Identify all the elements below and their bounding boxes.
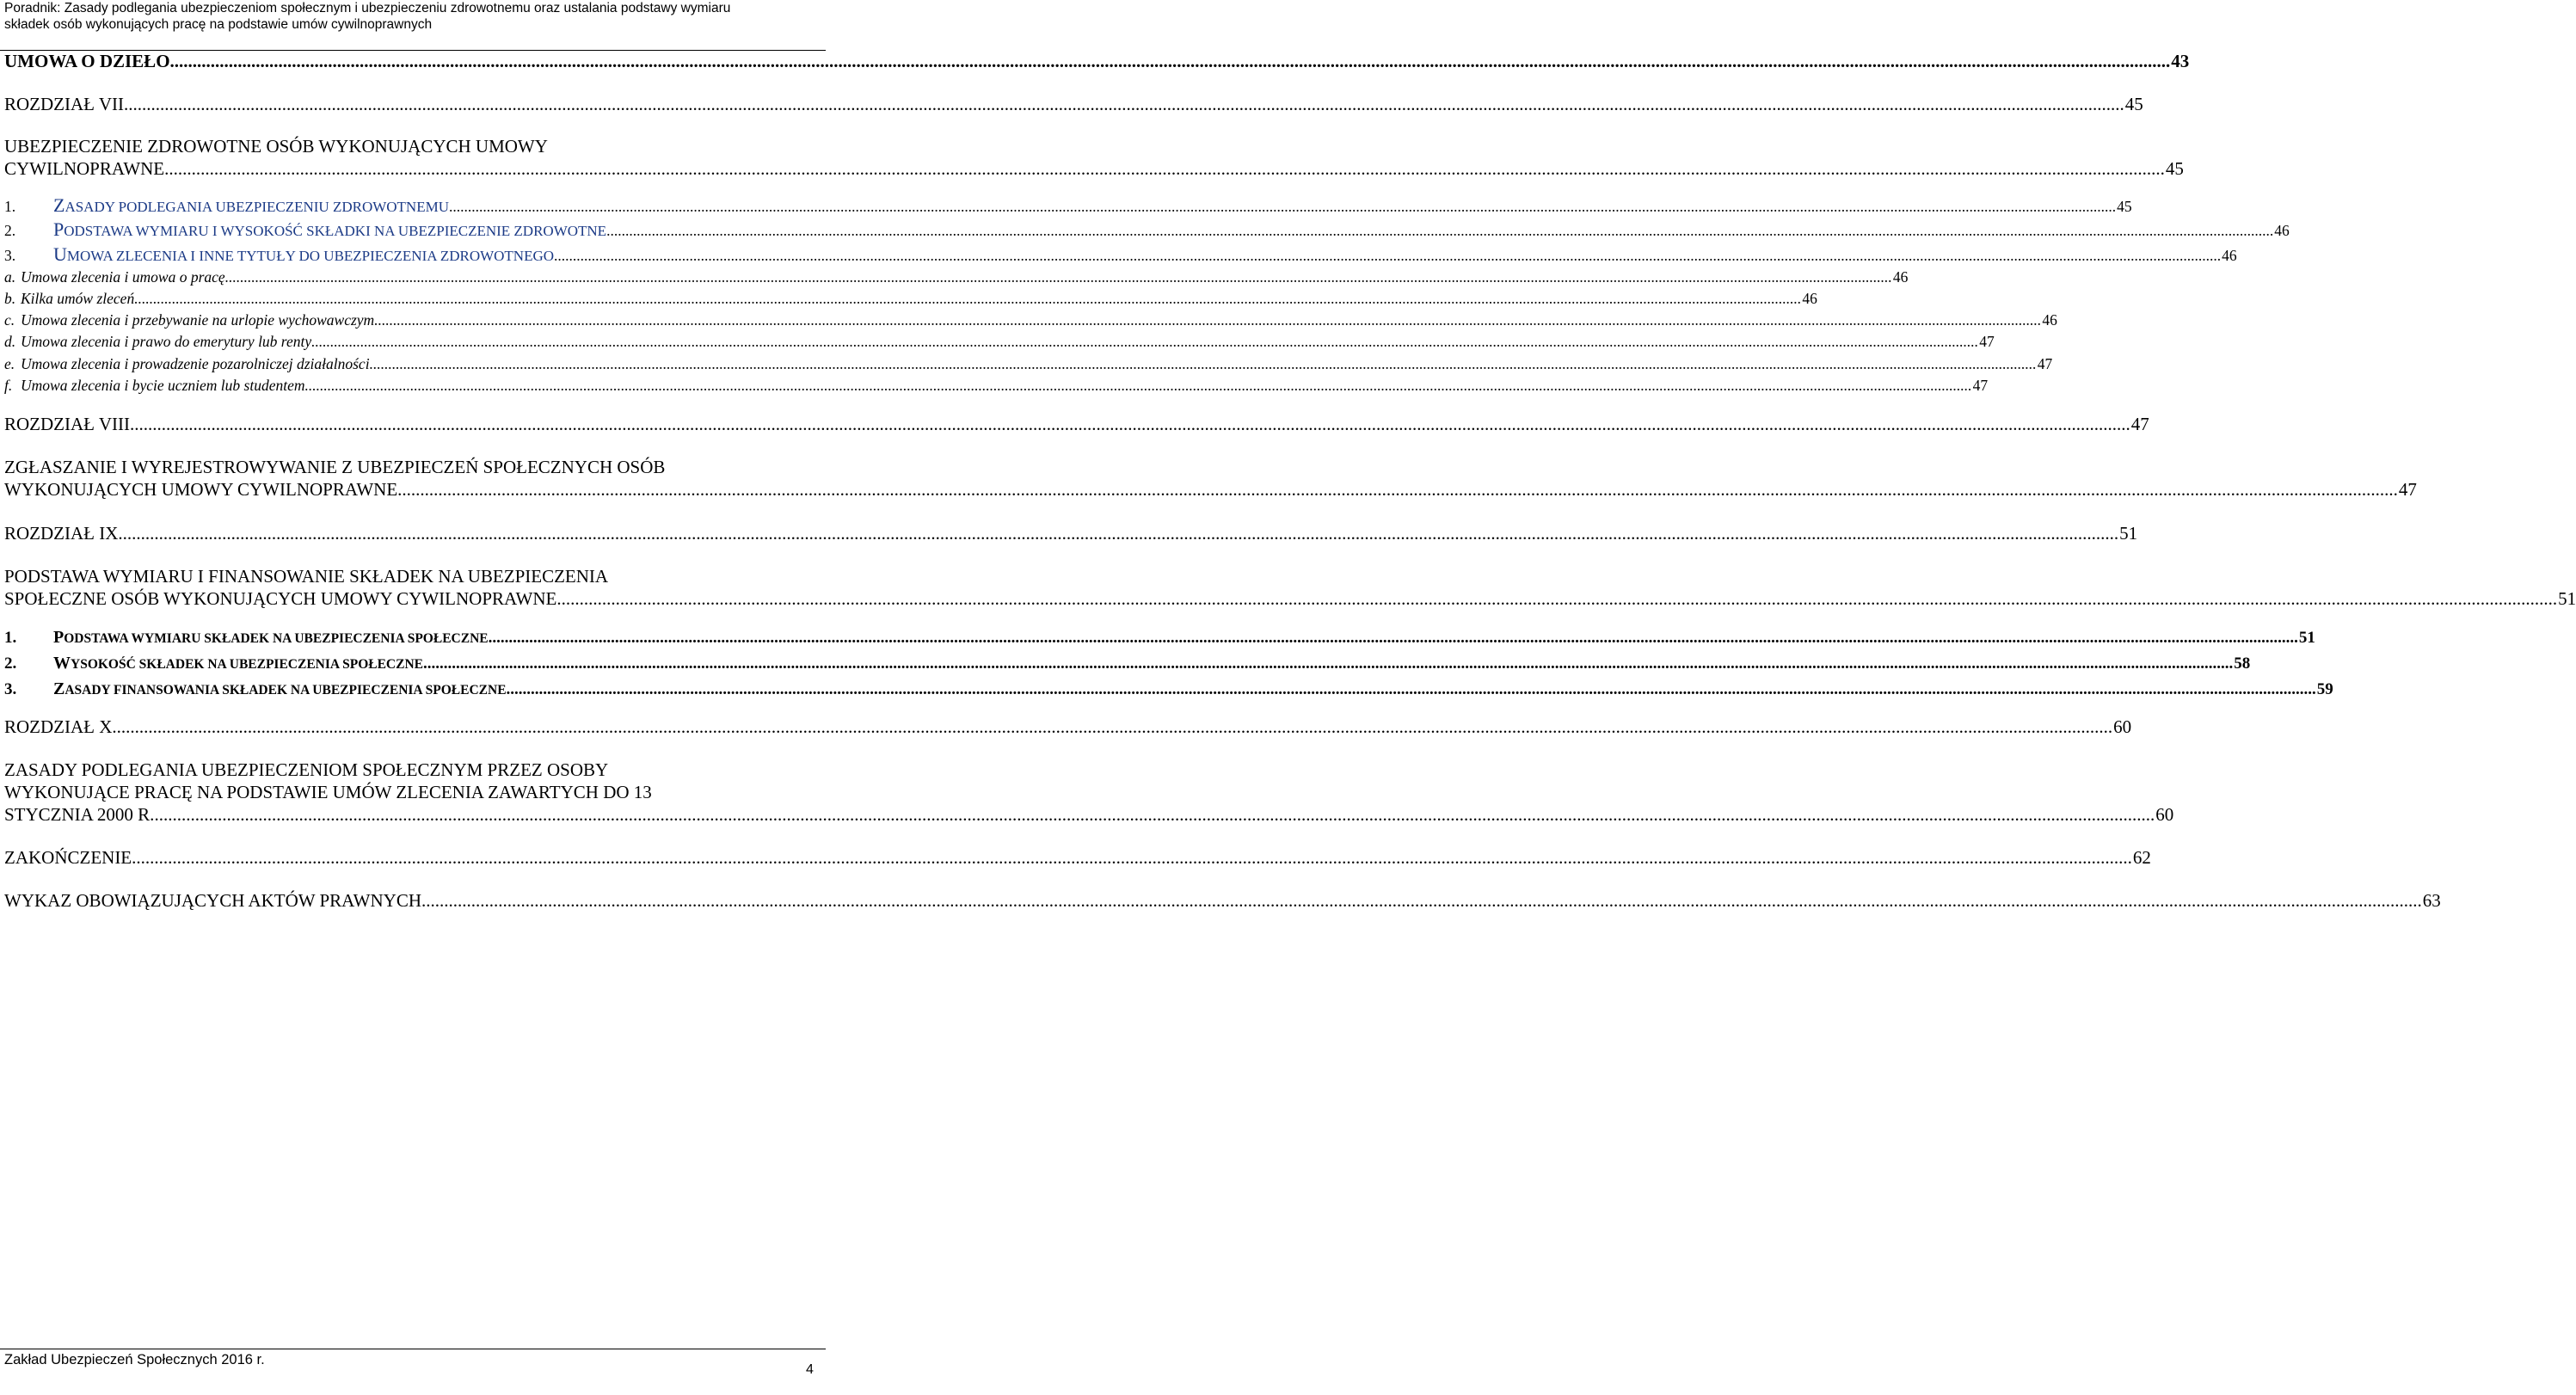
entry-title-line-2: CYWILNOPRAWNE (4, 158, 165, 179)
page-number: 63 (2422, 890, 2441, 911)
page-number: 59 (2316, 680, 2333, 698)
toc-entry-podstawa-section-2[interactable]: 2. WYSOKOŚĆ SKŁADEK NA UBEZPIECZENIA SPOŁECZNE ..... 58 (4, 654, 822, 674)
entry-title-line-1: PODSTAWA WYMIARU I FINANSOWANIE SKŁADEK NA UBEZPIECZENIA (4, 566, 609, 587)
toc-entry-ubezpieczenie-zdrowotne[interactable] (4, 135, 2184, 180)
entry-title-line-2: WYKONUJĄCYCH UMOWY CYWILNOPRAWNE (4, 479, 398, 500)
section-number: 1. (4, 629, 17, 647)
header-line-2: składek osób wykonujących pracę na podstawie umów cywilnoprawnych (4, 17, 433, 32)
toc-entry-zglaszanie[interactable] (4, 456, 2417, 501)
toc-entry-zakonczenie[interactable]: ZAKOŃCZENIE ..... 62 (4, 846, 822, 869)
toc-entry-podstawa-section-3[interactable]: 3. ZASADY FINANSOWANIA SKŁADEK NA UBEZPIECZENIA SPOŁECZNE ..... 59 (4, 679, 822, 700)
toc-entry-rozdzial-ix[interactable]: ROZDZIAŁ IX ..... 51 (4, 522, 822, 544)
page-number: 46 (1802, 290, 1817, 307)
page-number: 47 (2398, 479, 2417, 500)
page-number: 47 (2037, 355, 2053, 372)
page-number: 51 (2558, 588, 2576, 609)
page-number: 47 (1972, 377, 1989, 394)
toc-entry-section-1[interactable]: 1. ZASADY PODLEGANIA UBEZPIECZENIU ZDROWOTNEMU ..... 45 (4, 197, 822, 216)
toc-entry-section-3[interactable]: 3. UMOWA ZLECENIA I INNE TYTUŁY DO UBEZPIECZENIA ZDROWOTNEGO ..... 46 (4, 246, 822, 265)
toc-entry-rozdzial-vii[interactable]: ROZDZIAŁ VII ..... 45 (4, 93, 822, 115)
page-number: 47 (2130, 414, 2149, 434)
header-line-1: Poradnik: Zasady podlegania ubezpieczeniom społecznym i ubezpieczeniu zdrowotnemu oraz ustalania podstawy wymiaru (4, 1, 731, 15)
toc-entry-wykaz-aktow[interactable]: WYKAZ OBOWIĄZUJĄCYCH AKTÓW PRAWNYCH ..... 63 (4, 889, 822, 912)
page-number: 45 (2124, 94, 2143, 114)
entry-title-line-2: SPOŁECZNE OSÓB WYKONUJĄCYCH UMOWY CYWILNOPRAWNE (4, 588, 557, 609)
page-number: 46 (1892, 268, 1909, 286)
running-header (4, 0, 821, 33)
footer-text: Zakład Ubezpieczeń Społecznych 2016 r. (4, 1352, 265, 1367)
toc-entry-rozdzial-x[interactable]: ROZDZIAŁ X ..... 60 (4, 716, 822, 738)
toc-entry-subsection-b[interactable]: b. Kilka umów zleceń ..... 46 (4, 290, 822, 307)
section-number: 2. (4, 654, 17, 673)
toc-entry-zasady-podlegania[interactable] (4, 759, 2174, 826)
toc-entry-section-2[interactable]: 2. PODSTAWA WYMIARU I WYSOKOŚĆ SKŁADKI NA UBEZPIECZENIE ZDROWOTNE ..... 46 (4, 221, 822, 240)
entry-title-line-1: UBEZPIECZENIE ZDROWOTNE OSÓB WYKONUJĄCYCH UMOWY (4, 136, 548, 157)
footer-page-number: 4 (806, 1362, 814, 1377)
page-number: 45 (2165, 158, 2184, 179)
entry-title-line-1: ZASADY PODLEGANIA UBEZPIECZENIOM SPOŁECZNYM PRZEZ OSOBY (4, 759, 609, 780)
page-number: 45 (2117, 198, 2132, 215)
page-number: 51 (2119, 523, 2138, 544)
page-number: 47 (1979, 333, 1995, 350)
page-number: 46 (2042, 311, 2057, 329)
toc-entry-podstawa-section-1[interactable]: 1. PODSTAWA WYMIARU SKŁADEK NA UBEZPIECZENIA SPOŁECZNE ..... 51 (4, 628, 822, 648)
toc-entry-podstawa-wymiaru[interactable] (4, 565, 2576, 610)
page-number: 51 (2298, 629, 2315, 647)
section-number: 3. (4, 247, 16, 264)
page-number: 58 (2234, 654, 2251, 673)
toc-entry-subsection-f[interactable]: f. Umowa zlecenia i bycie uczniem lub studentem ..... 47 (4, 377, 822, 394)
section-number: 1. (4, 198, 16, 215)
page-number: 46 (2222, 247, 2237, 264)
page-number: 62 (2132, 847, 2151, 868)
page-number: 43 (2171, 51, 2190, 71)
toc-entry-rozdzial-viii[interactable]: ROZDZIAŁ VIII ..... 47 (4, 413, 822, 435)
toc-entry-subsection-e[interactable]: e. Umowa zlecenia i prowadzenie pozarolniczej działalności ..... 47 (4, 355, 822, 372)
toc-entry-umowa-o-dzielo[interactable]: UMOWA O DZIEŁO ..... 43 (4, 50, 822, 72)
toc-entry-subsection-c[interactable]: c. Umowa zlecenia i przebywanie na urlopie wychowawczym ..... 46 (4, 311, 822, 329)
page-number: 60 (2113, 716, 2132, 737)
entry-title-line-3: STYCZNIA 2000 R. (4, 804, 155, 825)
entry-title-line-1: ZGŁASZANIE I WYREJESTROWYWANIE Z UBEZPIECZEŃ SPOŁECZNYCH OSÓB (4, 457, 666, 477)
page-number: 60 (2155, 804, 2174, 825)
entry-title-line-2: WYKONUJĄCE PRACĘ NA PODSTAWIE UMÓW ZLECENIA ZAWARTYCH DO 13 (4, 782, 652, 802)
toc-entry-subsection-a[interactable]: a. Umowa zlecenia i umowa o pracę ..... 46 (4, 268, 822, 286)
page-number: 46 (2274, 222, 2290, 239)
section-number: 3. (4, 680, 17, 698)
toc-entry-subsection-d[interactable]: d. Umowa zlecenia i prawo do emerytury lub renty ..... 47 (4, 333, 822, 350)
section-number: 2. (4, 222, 16, 239)
